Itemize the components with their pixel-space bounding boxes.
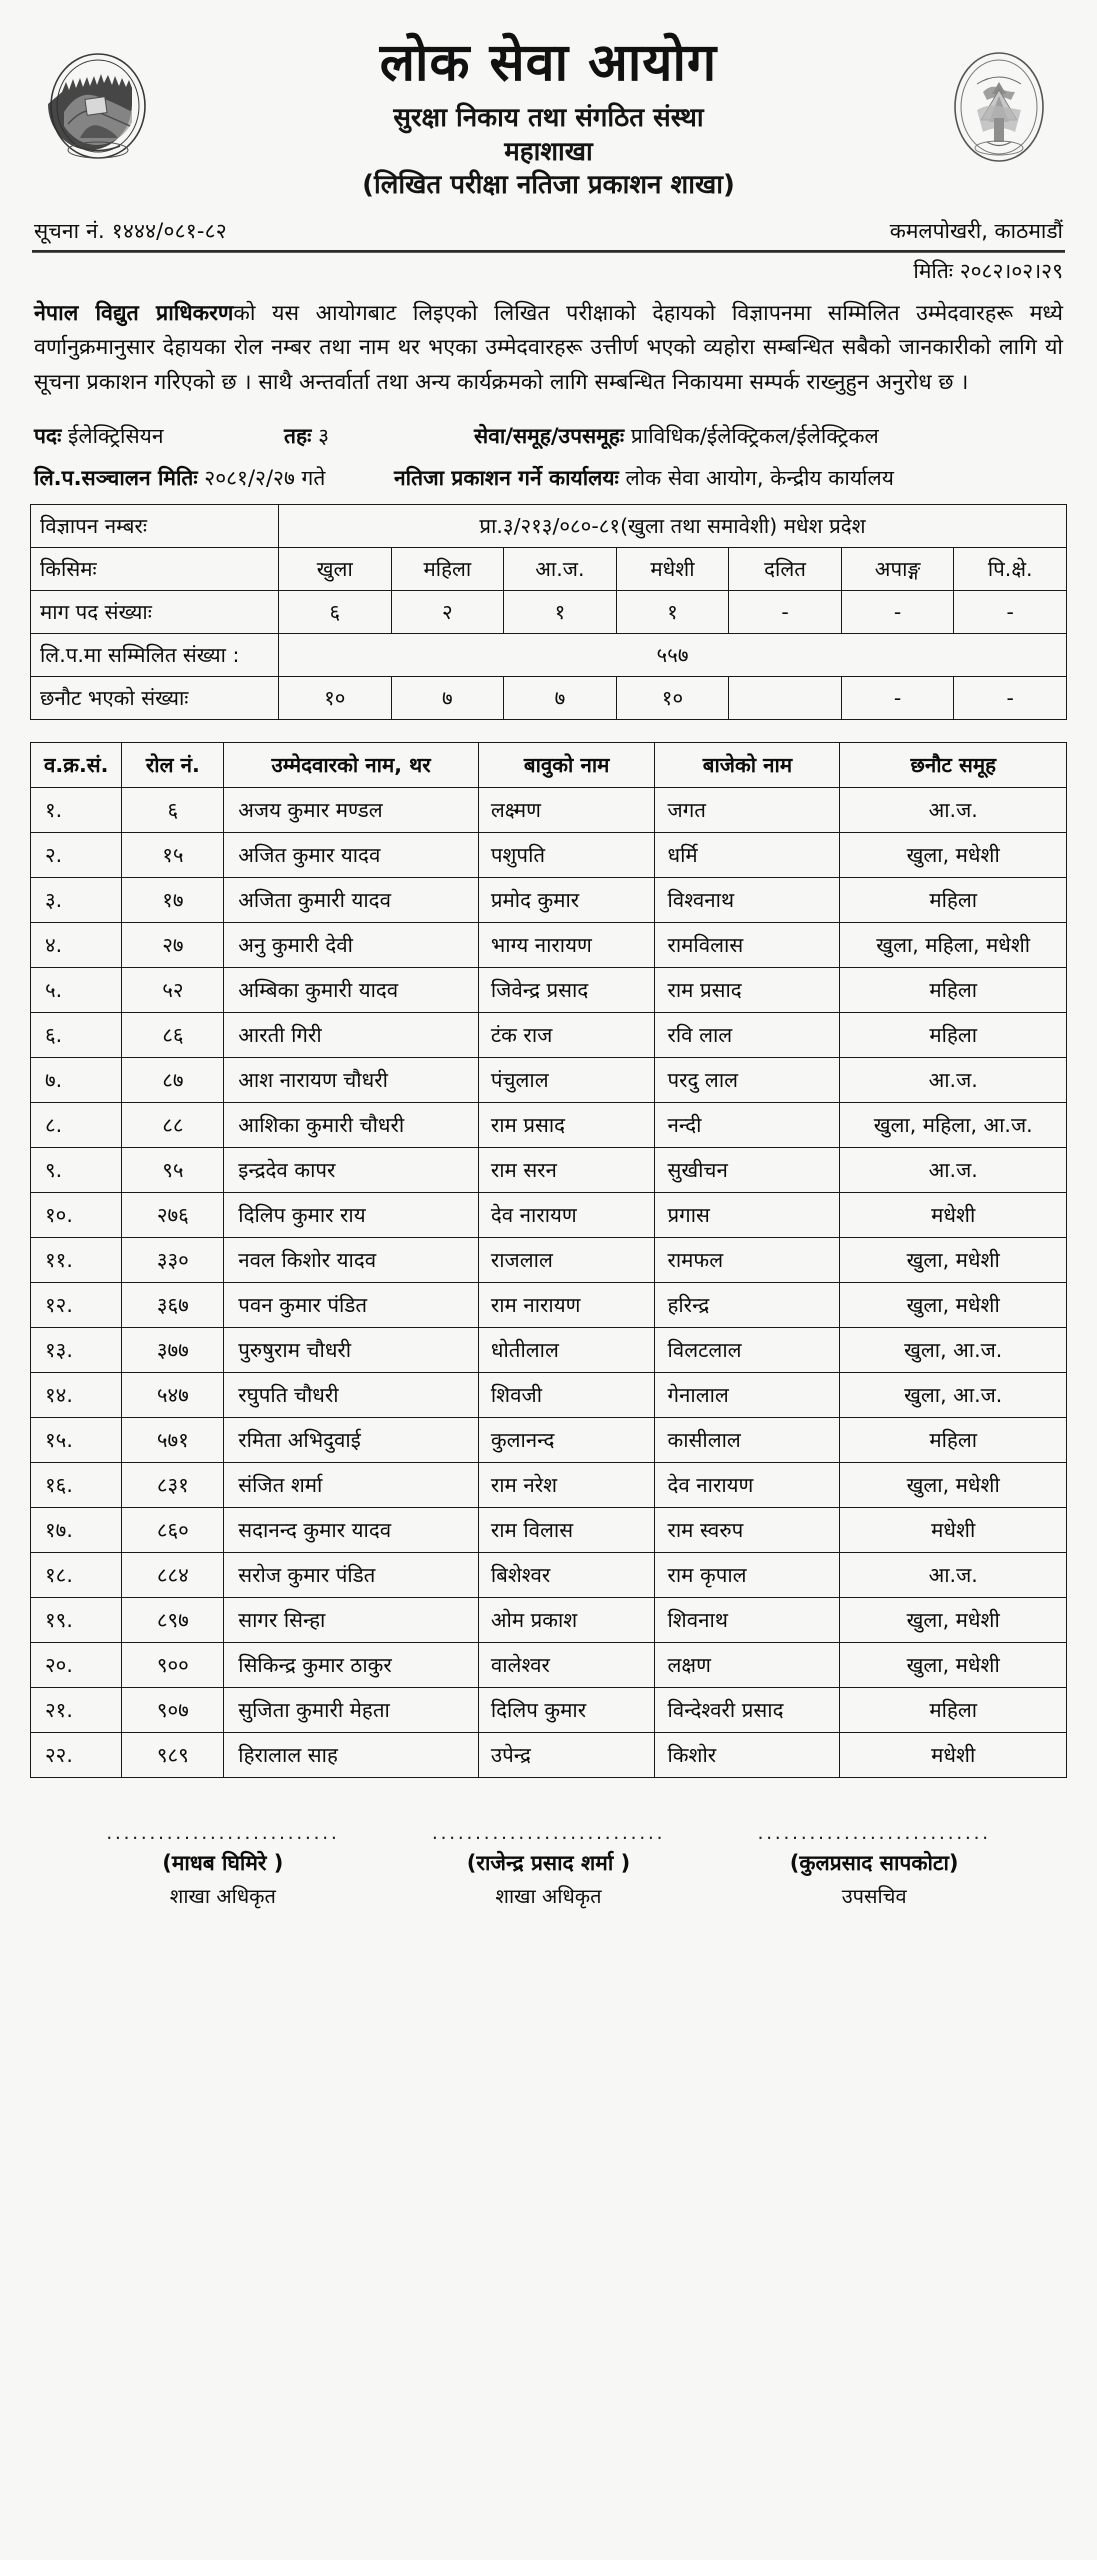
table-row [31,1103,1067,1148]
cell-serial: १. [31,788,122,833]
table-row [31,1148,1067,1193]
table-row [31,833,1067,878]
cell-father-name: राम प्रसाद [478,1103,655,1148]
cell-grandfather-name: हरिन्द्र [655,1283,840,1328]
office-location: कमलपोखरी, काठमाडौं [889,218,1063,243]
meta-row-exam [34,463,1063,495]
cell-grandfather-name: प्रगास [655,1193,840,1238]
demand-cell-4: - [729,591,842,634]
meta-row-post [34,421,1063,453]
cell-selection-group: मधेशी [840,1508,1067,1553]
cell-candidate-name: सदानन्द कुमार यादव [224,1508,479,1553]
cell-serial: १८. [31,1553,122,1598]
selected-cell-3: १० [616,677,729,720]
cell-father-name: भाग्य नारायण [478,923,655,968]
selected-cell-6: - [954,677,1067,720]
appeared-label: लि.प.मा सम्मिलित संख्या : [31,634,279,677]
signature-name-3: (कुलप्रसाद सापकोटा) [789,1851,959,1876]
results-table [30,742,1067,1778]
cell-selection-group: खुला, मधेशी [840,1643,1067,1688]
post-field [34,421,284,453]
signature-name-2: (राजेन्द्र प्रसाद शर्मा ) [466,1851,631,1876]
cell-selection-group: महिला [840,1688,1067,1733]
summary-row-kind [31,548,1067,591]
kind-cell-apanga: अपाङ्ग [841,548,954,591]
column-header-candidate-name: उम्मेदवारको नाम, थर [224,743,479,788]
cell-father-name: ओम प्रकाश [478,1598,655,1643]
appeared-value: ५५७ [279,634,1067,677]
table-row [31,1283,1067,1328]
header-divider [32,250,1065,253]
cell-candidate-name: अजय कुमार मण्डल [224,788,479,833]
cell-grandfather-name: विश्वनाथ [655,878,840,923]
cell-selection-group: आ.ज. [840,1553,1067,1598]
cell-candidate-name: संजित शर्मा [224,1463,479,1508]
cell-roll: ३३० [122,1238,224,1283]
kind-label: किसिमः [31,548,279,591]
cell-serial: २१. [31,1688,122,1733]
service-label: सेवा/समूह/उपसमूहः [474,424,625,449]
notice-place-line [30,217,1067,245]
kind-cell-madhesi: मधेशी [616,548,729,591]
cell-serial: १०. [31,1193,122,1238]
cell-grandfather-name: राम कृपाल [655,1553,840,1598]
cell-father-name: राजलाल [478,1238,655,1283]
table-row [31,1733,1067,1778]
table-row [31,1508,1067,1553]
cell-grandfather-name: राम प्रसाद [655,968,840,1013]
cell-roll: ८३१ [122,1463,224,1508]
cell-candidate-name: पवन कुमार पंडित [224,1283,479,1328]
cell-grandfather-name: सुखीचन [655,1148,840,1193]
cell-serial: ३. [31,878,122,923]
cell-candidate-name: अजित कुमार यादव [224,833,479,878]
demand-label: माग पद संख्याः [31,591,279,634]
table-row [31,923,1067,968]
cell-candidate-name: नवल किशोर यादव [224,1238,479,1283]
cell-selection-group: खुला, मधेशी [840,1283,1067,1328]
cell-candidate-name: सुजिता कुमारी मेहता [224,1688,479,1733]
cell-roll: १५ [122,833,224,878]
header-titles [158,32,939,203]
cell-father-name: राम नारायण [478,1283,655,1328]
cell-roll: ८९७ [122,1598,224,1643]
cell-roll: ६ [122,788,224,833]
cell-selection-group: महिला [840,1418,1067,1463]
cell-grandfather-name: विन्देश्वरी प्रसाद [655,1688,840,1733]
cell-selection-group: खुला, मधेशी [840,833,1067,878]
cell-serial: ९. [31,1148,122,1193]
cell-selection-group: आ.ज. [840,1058,1067,1103]
selected-cell-2: ७ [504,677,617,720]
cell-roll: ९५ [122,1148,224,1193]
cell-candidate-name: हिरालाल साह [224,1733,479,1778]
cell-roll: ९०० [122,1643,224,1688]
organization-subtitle-1: सुरक्षा निकाय तथा संगठित संस्था [393,103,704,134]
cell-candidate-name: इन्द्रदेव कापर [224,1148,479,1193]
organization-title: लोक सेवा आयोग [379,33,718,93]
cell-candidate-name: रघुपति चौधरी [224,1373,479,1418]
advertisement-label: विज्ञापन नम्बरः [31,505,279,548]
selected-cell-0: १० [279,677,392,720]
cell-grandfather-name: राम स्वरुप [655,1508,840,1553]
cell-serial: ८. [31,1103,122,1148]
results-header-row [31,743,1067,788]
cell-selection-group: खुला, मधेशी [840,1238,1067,1283]
document-masthead [30,22,1067,203]
cell-serial: ४. [31,923,122,968]
table-row [31,1193,1067,1238]
cell-father-name: राम सरन [478,1148,655,1193]
exam-date-label: लि.प.सञ्चालन मितिः [34,465,198,490]
table-row [31,1643,1067,1688]
advertisement-summary-table [30,504,1067,720]
cell-father-name: पंचुलाल [478,1058,655,1103]
table-row [31,1058,1067,1103]
cell-selection-group: खुला, आ.ज. [840,1328,1067,1373]
summary-row-advertisement [31,505,1067,548]
cell-roll: ५२ [122,968,224,1013]
cell-serial: १७. [31,1508,122,1553]
table-row [31,878,1067,923]
cell-father-name: प्रमोद कुमार [478,878,655,923]
exam-date-field [34,463,394,495]
notice-number: सूचना नं. १४४४/०८१-८२ [34,218,227,243]
cell-father-name: देव नारायण [478,1193,655,1238]
selected-label: छनौट भएको संख्याः [31,677,279,720]
summary-row-appeared [31,634,1067,677]
nepal-government-emblem [38,32,158,164]
cell-serial: १४. [31,1373,122,1418]
demand-cell-1: २ [391,591,504,634]
table-row [31,1013,1067,1058]
cell-serial: २२. [31,1733,122,1778]
organization-subtitle-3: (लिखित परीक्षा नतिजा प्रकाशन शाखा) [362,169,735,200]
cell-candidate-name: आरती गिरी [224,1013,479,1058]
demand-cell-6: - [954,591,1067,634]
cell-serial: १२. [31,1283,122,1328]
cell-roll: ८८४ [122,1553,224,1598]
cell-candidate-name: सरोज कुमार पंडित [224,1553,479,1598]
cell-father-name: वालेश्वर [478,1643,655,1688]
column-header-grandfather-name: बाजेको नाम [655,743,840,788]
cell-candidate-name: आश नारायण चौधरी [224,1058,479,1103]
cell-roll: ८६० [122,1508,224,1553]
cell-father-name: टंक राज [478,1013,655,1058]
results-body [31,788,1067,1778]
exam-date-value: २०८१/२/२७ गते [204,465,326,490]
signature-dots-1: ........................... [106,1822,340,1845]
cell-candidate-name: अजिता कुमारी यादव [224,878,479,923]
cell-selection-group: खुला, आ.ज. [840,1373,1067,1418]
cell-roll: ३७७ [122,1328,224,1373]
table-row [31,1688,1067,1733]
signature-block [30,1824,1067,1909]
table-row [31,1553,1067,1598]
cell-selection-group: खुला, महिला, आ.ज. [840,1103,1067,1148]
cell-grandfather-name: कासीलाल [655,1418,840,1463]
cell-candidate-name: अनु कुमारी देवी [224,923,479,968]
cell-roll: ५४७ [122,1373,224,1418]
cell-grandfather-name: नन्दी [655,1103,840,1148]
cell-father-name: दिलिप कुमार [478,1688,655,1733]
cell-serial: १५. [31,1418,122,1463]
publishing-office-label: नतिजा प्रकाशन गर्ने कार्यालयः [394,465,619,490]
post-label: पदः [34,424,62,449]
cell-father-name: शिवजी [478,1373,655,1418]
kind-cell-khula: खुला [279,548,392,591]
cell-candidate-name: रमिता अभिदुवाई [224,1418,479,1463]
post-value: ईलेक्ट्रिसियन [68,424,164,449]
kind-cell-pichhe: पि.क्षे. [954,548,1067,591]
demand-cell-2: १ [504,591,617,634]
cell-father-name: जिवेन्द्र प्रसाद [478,968,655,1013]
notice-date: मितिः २०८२।०२।२९ [913,258,1063,283]
cell-grandfather-name: परदु लाल [655,1058,840,1103]
kind-cell-mahila: महिला [391,548,504,591]
signature-officer-3 [758,1824,991,1909]
cell-candidate-name: आशिका कुमारी चौधरी [224,1103,479,1148]
cell-serial: ११. [31,1238,122,1283]
level-label: तहः [284,424,312,449]
cell-serial: १९. [31,1598,122,1643]
kind-cell-dalit: दलित [729,548,842,591]
cell-grandfather-name: विलटलाल [655,1328,840,1373]
cell-serial: ७. [31,1058,122,1103]
table-row [31,1463,1067,1508]
cell-grandfather-name: देव नारायण [655,1463,840,1508]
table-row [31,788,1067,833]
cell-father-name: राम नरेश [478,1463,655,1508]
cell-roll: ८७ [122,1058,224,1103]
cell-candidate-name: दिलिप कुमार राय [224,1193,479,1238]
cell-roll: २७६ [122,1193,224,1238]
cell-selection-group: खुला, मधेशी [840,1598,1067,1643]
cell-father-name: पशुपति [478,833,655,878]
table-row [31,1598,1067,1643]
column-header-serial: व.क्र.सं. [31,743,122,788]
selected-cell-1: ७ [391,677,504,720]
cell-serial: १६. [31,1463,122,1508]
cell-roll: ३६७ [122,1283,224,1328]
summary-row-selected [31,677,1067,720]
signature-dots-2: ........................... [431,1822,666,1845]
cell-father-name: कुलानन्द [478,1418,655,1463]
cell-serial: ६. [31,1013,122,1058]
table-row [31,1238,1067,1283]
publishing-office-value: लोक सेवा आयोग, केन्द्रीय कार्यालय [625,465,894,490]
cell-roll: ९८९ [122,1733,224,1778]
demand-cell-5: - [841,591,954,634]
notice-body-paragraph [30,297,1067,401]
service-field [474,421,1063,453]
cell-grandfather-name: रामविलास [655,923,840,968]
cell-candidate-name: सिकिन्द्र कुमार ठाकुर [224,1643,479,1688]
notice-body-text: को यस आयोगबाट लिइएको लिखित परीक्षाको देहायको विज्ञापनमा सम्मिलित उम्मेदवारहरू मध्ये वर्णानुक्रमानुसार देहायका रोल नम्बर तथा नाम थर भएका उम्मेदवारहरू उत्तीर्ण भएको व्यहोरा सम्बन्धित सबैको जानकारीको लागि यो सूचना प्रकाशन गरिएको छ । साथै अन्तर्वार्ता तथा अन्य कार्यक्रमको लागि सम्बन्धित निकायमा सम्पर्क राख्नुहुन अनुरोध छ । [34,300,1063,396]
level-value: ३ [318,424,329,449]
demand-cell-0: ६ [279,591,392,634]
cell-serial: २०. [31,1643,122,1688]
cell-father-name: राम विलास [478,1508,655,1553]
cell-roll: २७ [122,923,224,968]
publishing-office-field [394,463,1063,495]
cell-selection-group: मधेशी [840,1733,1067,1778]
cell-father-name: बिशेश्वर [478,1553,655,1598]
table-row [31,968,1067,1013]
signature-dots-3: ........................... [757,1822,991,1845]
cell-roll: १७ [122,878,224,923]
signature-role-3: उपसचिव [841,1884,907,1909]
advertisement-value: प्रा.३/२१३/०८०-८१(खुला तथा समावेशी) मधेश प्रदेश [279,505,1067,548]
post-metadata [30,421,1067,494]
cell-grandfather-name: गेनालाल [655,1373,840,1418]
cell-father-name: लक्ष्मण [478,788,655,833]
cell-roll: ९०७ [122,1688,224,1733]
cell-grandfather-name: रामफल [655,1238,840,1283]
cell-selection-group: खुला, महिला, मधेशी [840,923,1067,968]
cell-roll: ५७१ [122,1418,224,1463]
cell-grandfather-name: धर्मि [655,833,840,878]
signature-role-1: शाखा अधिकृत [169,1884,276,1909]
cell-candidate-name: पुरुषुराम चौधरी [224,1328,479,1373]
cell-selection-group: खुला, मधेशी [840,1463,1067,1508]
cell-father-name: उपेन्द्र [478,1733,655,1778]
cell-selection-group: मधेशी [840,1193,1067,1238]
demand-cell-3: १ [616,591,729,634]
table-row [31,1418,1067,1463]
cell-selection-group: महिला [840,1013,1067,1058]
cell-selection-group: महिला [840,968,1067,1013]
cell-selection-group: महिला [840,878,1067,923]
cell-grandfather-name: लक्षण [655,1643,840,1688]
cell-grandfather-name: रवि लाल [655,1013,840,1058]
kind-cell-aaja: आ.ज. [504,548,617,591]
table-row [31,1328,1067,1373]
cell-roll: ८६ [122,1013,224,1058]
cell-serial: १३. [31,1328,122,1373]
signature-officer-1 [106,1824,339,1909]
signature-role-2: शाखा अधिकृत [495,1884,602,1909]
signature-officer-2 [432,1824,665,1909]
column-header-father-name: बावुको नाम [478,743,655,788]
cell-grandfather-name: जगत [655,788,840,833]
organization-name-bold: नेपाल विद्युत प्राधिकरण [34,300,234,326]
cell-selection-group: आ.ज. [840,788,1067,833]
cell-candidate-name: सागर सिन्हा [224,1598,479,1643]
organization-subtitle-2: महाशाखा [504,136,593,167]
summary-row-demand [31,591,1067,634]
cell-father-name: धोतीलाल [478,1328,655,1373]
cell-selection-group: आ.ज. [840,1148,1067,1193]
service-value: प्राविधिक/ईलेक्ट्रिकल/ईलेक्ट्रिकल [630,424,879,449]
cell-grandfather-name: शिवनाथ [655,1598,840,1643]
cell-serial: २. [31,833,122,878]
public-service-commission-seal [939,32,1059,166]
level-field [284,421,474,453]
column-header-roll: रोल नं. [122,743,224,788]
selected-cell-4 [729,677,842,720]
cell-roll: ८८ [122,1103,224,1148]
column-header-selection-group: छनौट समूह [840,743,1067,788]
cell-candidate-name: अम्बिका कुमारी यादव [224,968,479,1013]
cell-grandfather-name: किशोर [655,1733,840,1778]
table-row [31,1373,1067,1418]
signature-name-1: (माधब घिमिरे ) [162,1851,284,1876]
selected-cell-5: - [841,677,954,720]
cell-serial: ५. [31,968,122,1013]
